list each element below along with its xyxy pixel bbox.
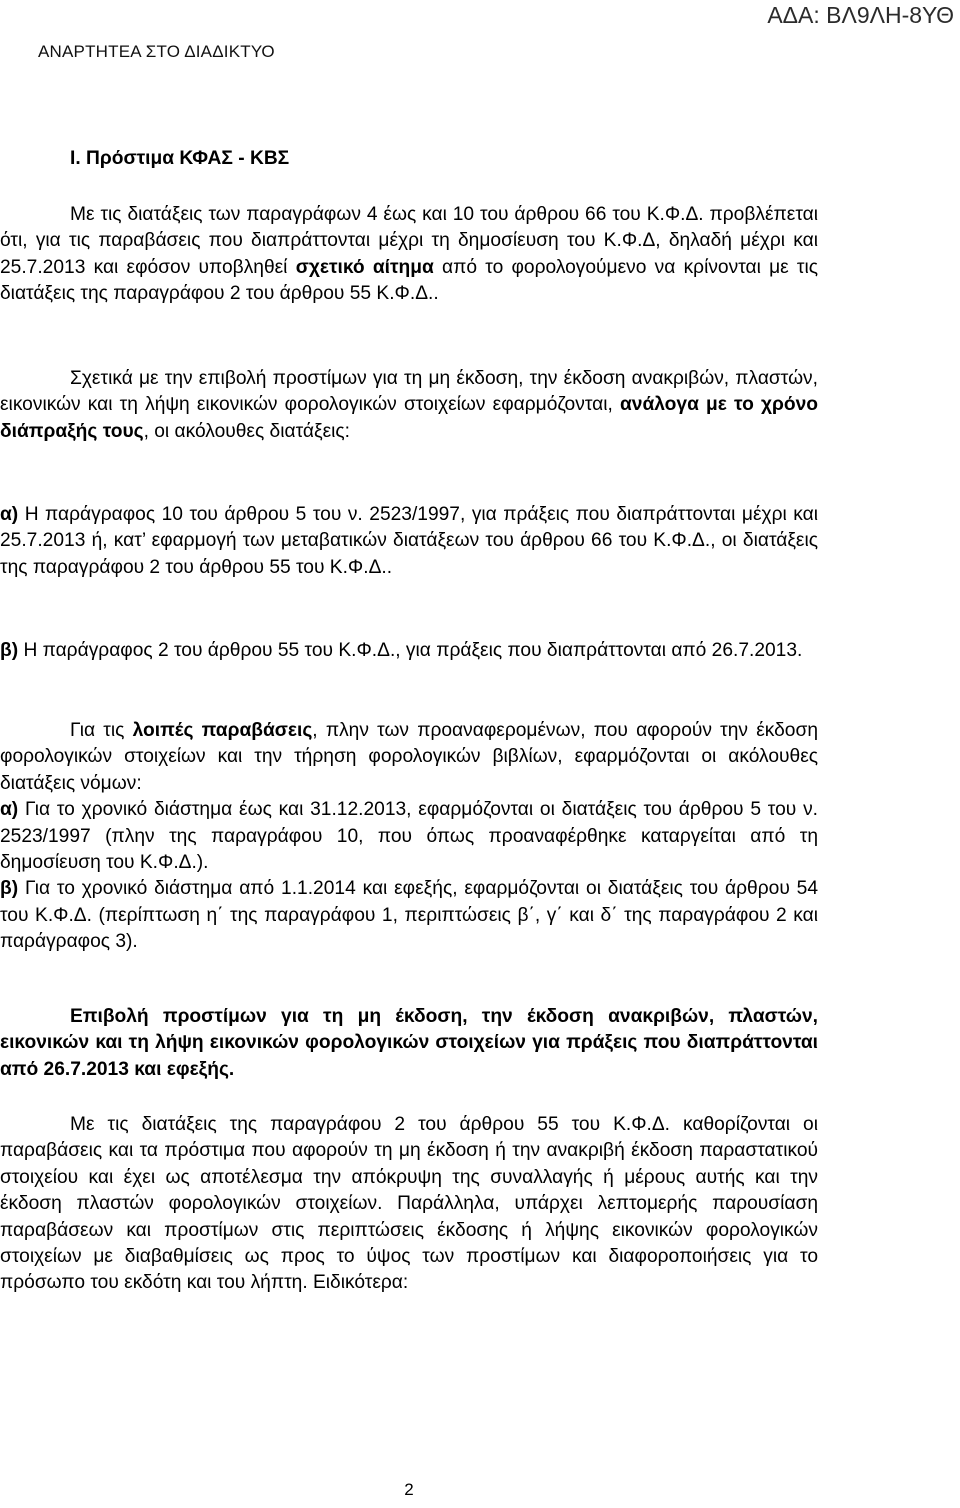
paragraph-3-text-a: Για τις [70,720,133,741]
item-a-text: Η παράγραφος 10 του άρθρου 5 του ν. 2523/1997, για πράξεις που διαπράττονται μέχρι και 25.7.2013 ή, κατ’ εφαρμογή των μεταβατικών διατάξεων του άρθρου 66 του Κ.Φ.Δ., οι διατάξεις της παραγράφου 2 του άρθρου 55 του Κ.Φ.Δ.. [0,504,818,578]
paragraph-2-bold: ανάλογα με το χρόνο διάπραξής τους [0,394,818,442]
posted-online-label: ΑΝΑΡΤΗΤΕΑ ΣΤΟ ΔΙΑΔΙΚΤΥΟ [38,42,275,61]
section-title: Ι. Πρόστιμα ΚΦΑΣ - ΚΒΣ [70,148,290,169]
paragraph-3-b-text: Για το χρονικό διάστημα από 1.1.2014 και εφεξής, εφαρμόζονται οι διατάξεις του άρθρου 54 του Κ.Φ.Δ. (περίπτωση η΄ της παραγράφου 1, περιπτώσεις β΄, γ΄ και δ΄ της παραγράφου 2 και παράγραφος 3). [0,878,818,953]
paragraph-3-bold: λοιπές παραβάσεις [132,720,313,741]
paragraph-3 [0,718,818,956]
paragraph-1-bold: σχετικό αίτημα [295,256,434,278]
item-b-label: β) [0,640,19,661]
paragraph-3-text-b: , πλην των προαναφερομένων, που αφορούν την έκδοση φορολογικών στοιχείων και την τήρηση φορολογικών βιβλίων, εφαρμόζονται οι ακόλουθες διατάξεις νόμων: [0,720,818,794]
item-a [0,502,818,581]
paragraph-2-text-b: , οι ακόλουθες διατάξεις: [143,420,350,442]
page-number: 2 [404,1480,414,1499]
paragraph-4-text: Με τις διατάξεις της παραγράφου 2 του άρθρου 55 του Κ.Φ.Δ. καθορίζονται οι παραβάσεις και τα πρόστιμα που αφορούν τη μη έκδοση ή την ανακριβή έκδοση παραστατικού στοιχείου και έχει ως αποτέλεσμα την απόκρυψη της συναλλαγής ή μέρους αυτής και την έκδοση πλαστών φορολογικών στοιχείων. Παράλληλα, υπάρχει λεπτομερής παρουσίαση παραβάσεων και προστίμων στις περιπτώσεις έκδοσης ή λήψης εικονικών φορολογικών στοιχείων με διαβαθμίσεις ως προς το ύψος των προστίμων και διαφοροποιήσεις για το πρόσωπο του εκδότη και του λήπτη. Ειδικότερα: [0,1114,818,1294]
paragraph-3-b-label: β) [0,878,19,900]
paragraph-4 [0,1112,818,1297]
item-b [0,638,818,664]
paragraph-1-text-b: από το φορολογούμενο να κρίνονται με τις διατάξεις της παραγράφου 2 του άρθρου 55 Κ.Φ.Δ.. [0,256,819,305]
paragraph-1-text-a: Με τις διατάξεις των παραγράφων 4 έως και 10 του άρθρου 66 του Κ.Φ.Δ. προβλέπεται ότι, για τις παραβάσεις που διαπράττονται μέχρι τη δημοσίευση του Κ.Φ.Δ, δηλαδή μέχρι και 25.7.2013 και εφόσον υποβληθεί [0,204,818,278]
item-a-label: α) [0,504,19,525]
paragraph-1 [0,202,818,308]
paragraph-2 [0,366,818,445]
paragraph-3-a-text: Για το χρονικό διάστημα έως και 31.12.2013, εφαρμόζονται οι διατάξεις του άρθρου 5 του ν. 2523/1997 (πλην της παραγράφου 10, που όπως προαναφέρθηκε καταργείται από τη δημοσίευση του Κ.Φ.Δ.). [0,799,818,874]
bold-heading-text: Επιβολή προστίμων για τη μη έκδοση, την έκδοση ανακριβών, πλαστών, εικονικών και τη λήψη εικονικών φορολογικών στοιχείων για πράξεις που διαπράττονται από 26.7.2013 και εφεξής. [0,1006,818,1080]
bold-heading [0,1004,818,1083]
paragraph-2-text-a: Σχετικά με την επιβολή προστίμων για τη μη έκδοση, την έκδοση ανακριβών, πλαστών, εικονικών και τη λήψη εικονικών φορολογικών στοιχείων εφαρμόζονται, [0,368,818,416]
paragraph-3-a-label: α) [0,799,19,821]
item-b-text: Η παράγραφος 2 του άρθρου 55 του Κ.Φ.Δ., για πράξεις που διαπράττονται από 26.7.2013. [18,640,803,661]
ada-code: ΑΔΑ: ΒΛ9ΛΗ-8ΥΘ [767,2,954,28]
